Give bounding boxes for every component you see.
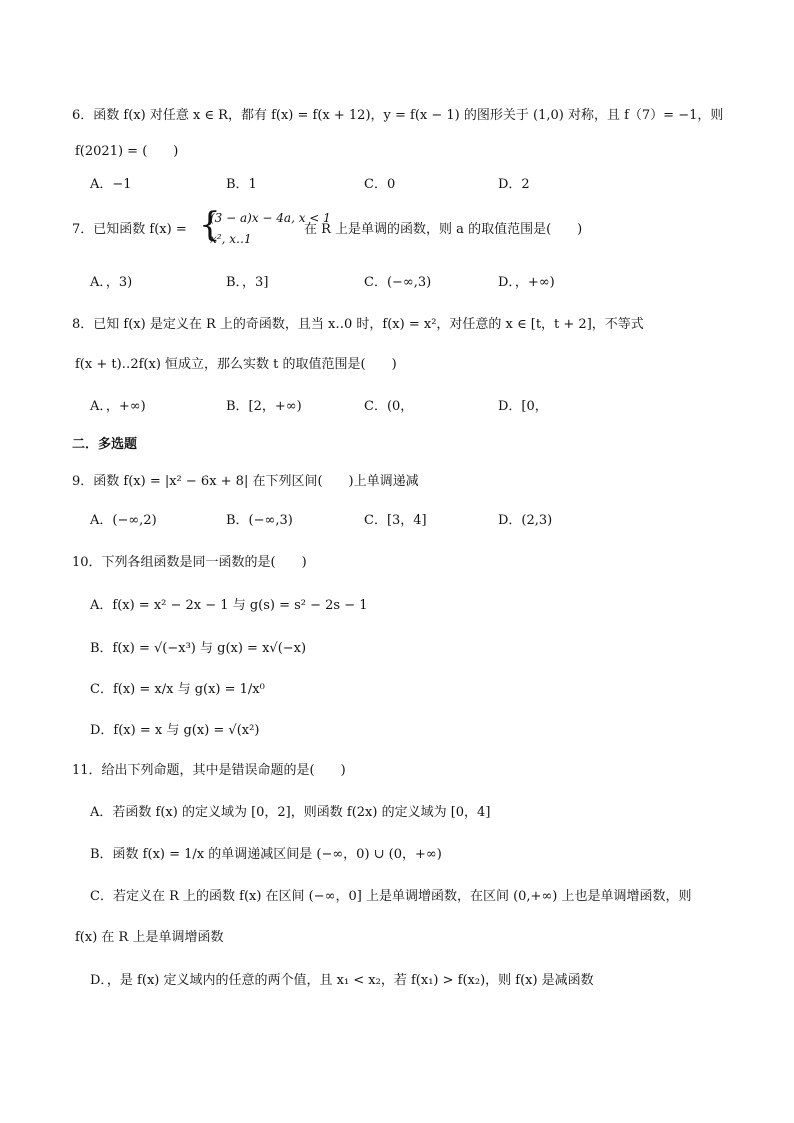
- q9-option-d: D．(2,3): [498, 513, 553, 528]
- q9-option-c: C．[3，4]: [364, 513, 427, 528]
- q8-option-a: A．，+∞): [90, 399, 146, 414]
- q6-option-c: C．0: [364, 177, 396, 192]
- q6-option-a: A．−1: [90, 177, 132, 192]
- q7-option-b: B．，3]: [226, 275, 269, 290]
- q10-option-b: B．f(x) = √(−x³) 与 g(x) = x√(−x): [90, 641, 307, 656]
- q10-option-c: C．f(x) = x/x 与 g(x) = 1/x⁰: [90, 682, 265, 697]
- q7-option-c: C．(−∞,3): [364, 275, 432, 290]
- q10-option-a: A．f(x) = x² − 2x − 1 与 g(s) = s² − 2s − 1: [90, 598, 368, 613]
- q11-option-a: A．若函数 f(x) 的定义域为 [0，2]，则函数 f(2x) 的定义域为 [0，4]: [90, 805, 491, 820]
- q6-line2: f(2021) = ( ): [75, 144, 179, 159]
- q11-option-d: D．，是 f(x) 定义域内的任意的两个值，且 x₁ < x₂，若 f(x₁) > f(x₂)，则 f(x) 是减函数: [90, 973, 594, 988]
- q9-option-b: B．(−∞,3): [226, 513, 293, 528]
- q10-option-d: D．f(x) = x 与 g(x) = √(x²): [90, 723, 260, 738]
- q11-option-c-line1: C．若定义在 R 上的函数 f(x) 在区间 (−∞，0] 上是单调增函数，在区间 (0,+∞) 上也是单调增函数，则: [90, 889, 692, 904]
- q6-option-d: D．2: [498, 177, 530, 192]
- q6-option-b: B．1: [226, 177, 257, 192]
- q7-brace: {: [199, 205, 221, 245]
- q8-line2: f(x + t)‥2f(x) 恒成立，那么实数 t 的取值范围是( ): [75, 357, 397, 372]
- q8-option-b: B．[2，+∞): [226, 399, 302, 414]
- q9-option-a: A．(−∞,2): [90, 513, 157, 528]
- q7-tail: 在 R 上是单调的函数，则 a 的取值范围是( ): [304, 222, 583, 237]
- q7-option-a: A．，3): [90, 275, 133, 290]
- q7-option-d: D．，+∞): [498, 275, 555, 290]
- q7-piece1: (3 − a)x − 4a, x < 1: [210, 211, 331, 225]
- q8-line1: 8．已知 f(x) 是定义在 R 上的奇函数，且当 x‥0 时，f(x) = x²，对任意的 x ∈ [t，t + 2]，不等式: [72, 317, 644, 332]
- q8-option-c: C．(0，: [364, 399, 414, 414]
- q11-option-b: B．函数 f(x) = 1/x 的单调递减区间是 (−∞，0) ∪ (0，+∞): [90, 847, 442, 862]
- q7-piece2: x², x‥1: [210, 232, 252, 246]
- q10-line1: 10．下列各组函数是同一函数的是( ): [72, 555, 307, 570]
- q8-option-d: D．[0，: [498, 399, 548, 414]
- q11-line1: 11．给出下列命题，其中是错误命题的是( ): [72, 763, 346, 778]
- section-heading: 二．多选题: [72, 437, 138, 452]
- q9-line1: 9．函数 f(x) = |x² − 6x + 8| 在下列区间( )上单调递减: [72, 474, 419, 489]
- q7-lead: 7．已知函数 f(x) =: [72, 222, 187, 237]
- q6-line1: 6．函数 f(x) 对任意 x ∈ R，都有 f(x) = f(x + 12)，y = f(x − 1) 的图形关于 (1,0) 对称，且 f（7）= −1，则: [72, 108, 724, 123]
- q11-option-c-line2: f(x) 在 R 上是单调增函数: [75, 930, 224, 945]
